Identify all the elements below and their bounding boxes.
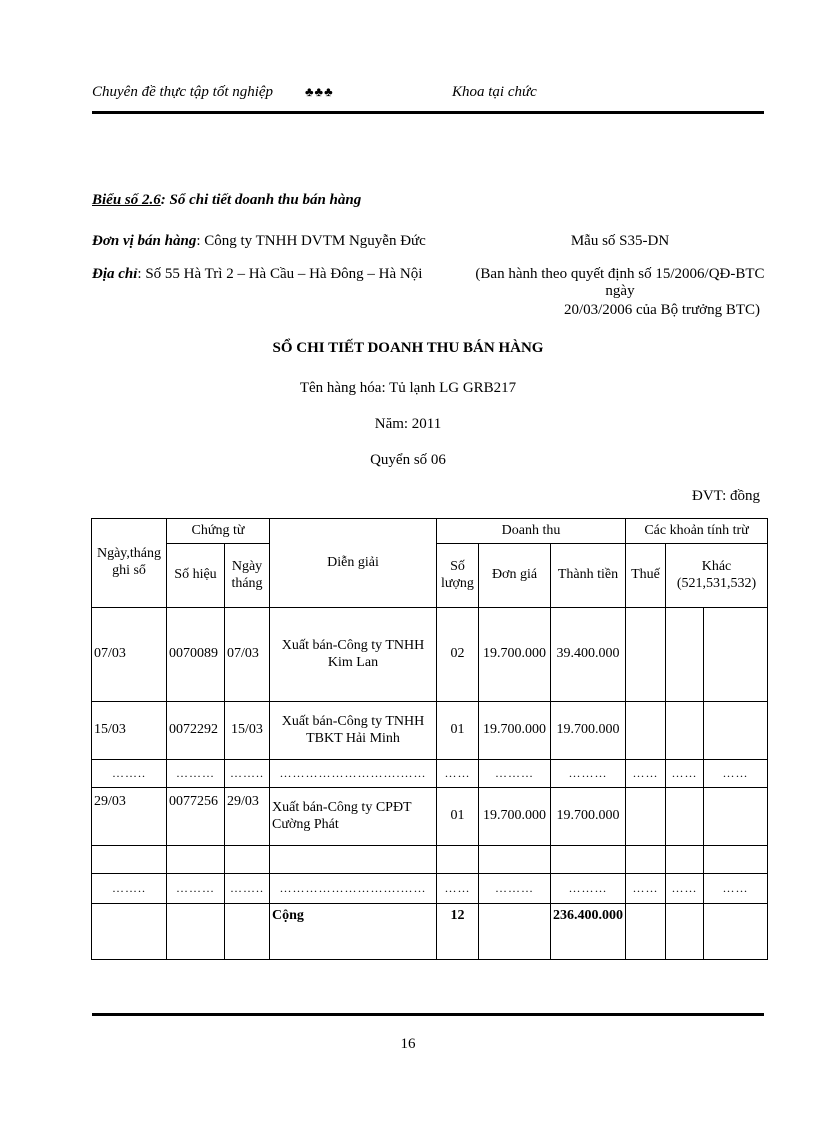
row-qty: 01 [437,788,479,846]
dots-date: …….. [92,760,167,788]
col-other-label: Khác [701,558,732,574]
row-qty: 01 [437,702,479,760]
row-tax [626,702,666,760]
year-line: Năm: 2011 [374,416,442,432]
dots-row [92,874,768,904]
row-voucher-no: 0077256 [167,788,225,846]
dots-date: …….. [92,874,167,904]
header-row-1 [92,519,768,544]
row-voucher-date: 29/03 [225,788,270,846]
total-row [92,904,768,960]
col-description-header: Diễn giải [270,519,437,608]
col-deductions-header: Các khoản tính trừ [626,519,768,544]
col-qty-header: Số lượng [437,544,479,608]
col-price-header: Đơn giá [479,544,551,608]
row-qty: 02 [437,608,479,702]
product-name: Tên hàng hóa: Tủ lạnh LG GRB217 [299,380,517,396]
row-description: Xuất bán-Công ty TNHH Kim Lan [270,608,437,702]
dots-other-2: …… [704,760,768,788]
header-left-text: Chuyên đề thực tập tốt nghiệp [92,84,274,100]
address-row [92,266,422,283]
col-voucher-header: Chứng từ [167,519,270,544]
dots-other-2: …… [704,874,768,904]
row-amount: 39.400.000 [551,608,626,702]
address-value: : Số 55 Hà Trì 2 – Hà Cầu – Hà Đông – Hà Nội [137,266,423,282]
row-price: 19.700.000 [479,702,551,760]
row-other-1 [666,608,704,702]
col-voucher-no-header: Số hiệu [167,544,225,608]
row-other-1 [666,788,704,846]
form-title-text: : Sổ chi tiết doanh thu bán hàng [160,192,362,208]
col-date-header: Ngày,tháng ghi sổ [92,519,167,608]
row-amount: 19.700.000 [551,788,626,846]
dots-voucher-date: …….. [225,874,270,904]
document-title: SỔ CHI TIẾT DOANH THU BÁN HÀNG [272,340,544,356]
page-header [92,84,764,104]
dots-price: ……… [479,760,551,788]
dots-amount: ……… [551,760,626,788]
col-tax-header: Thuế [626,544,666,608]
col-amount-header: Thành tiền [551,544,626,608]
row-date: 15/03 [92,702,167,760]
dots-qty: …… [437,760,479,788]
address-label: Địa chỉ [92,266,138,282]
row-tax [626,788,666,846]
form-title [92,192,361,209]
table-row [92,608,768,702]
dots-price: ……… [479,874,551,904]
row-price: 19.700.000 [479,788,551,846]
empty-row [92,846,768,874]
dots-qty: …… [437,874,479,904]
row-date: 29/03 [92,788,167,846]
col-other-accounts: (521,531,532) [676,575,757,591]
row-other-2 [704,788,768,846]
header-right-text: Khoa tại chức [452,84,537,100]
row-other-1 [666,702,704,760]
template-decision-line1: (Ban hành theo quyết định số 15/2006/QĐ-BTC ngày [475,266,765,299]
seller-label: Đơn vị bán hàng [92,233,197,249]
seller-value: : Công ty TNHH DVTM Nguyễn Đức [196,233,426,249]
book-number: Quyển số 06 [370,452,446,468]
table-row [92,788,768,846]
template-decision-line2: 20/03/2006 của Bộ trưởng BTC) [563,302,760,318]
dots-description: ……………………….…… [270,760,437,788]
ornament-icon: ♣♣♣ [305,84,334,99]
total-amount: 236.400.000 [551,904,626,960]
dots-voucher-no: ……… [167,760,225,788]
dots-voucher-no: ……… [167,874,225,904]
page-number: 16 [400,1036,416,1052]
row-voucher-no: 0072292 [167,702,225,760]
dots-tax: …… [626,874,666,904]
revenue-ledger-table [91,518,768,960]
dots-amount: ……… [551,874,626,904]
row-voucher-date: 07/03 [225,608,270,702]
col-other-header [666,544,768,608]
dots-tax: …… [626,760,666,788]
dots-row [92,760,768,788]
row-description: Xuất bán-Công ty CPĐT Cường Phát [270,788,437,846]
dots-other-1: …… [666,760,704,788]
row-other-2 [704,608,768,702]
dots-other-1: …… [666,874,704,904]
total-qty: 12 [437,904,479,960]
dots-voucher-date: …….. [225,760,270,788]
template-code: Mẫu số S35-DN [570,233,670,249]
row-amount: 19.700.000 [551,702,626,760]
row-description: Xuất bán-Công ty TNHH TBKT Hải Minh [270,702,437,760]
table-row [92,702,768,760]
currency-unit: ĐVT: đồng [692,488,760,504]
row-tax [626,608,666,702]
dots-description: ……………………….…… [270,874,437,904]
form-label: Biểu số 2.6 [92,192,161,208]
row-voucher-no: 0070089 [167,608,225,702]
seller-row [92,233,426,250]
row-other-2 [704,702,768,760]
row-date: 07/03 [92,608,167,702]
row-price: 19.700.000 [479,608,551,702]
col-voucher-date-header: Ngày tháng [225,544,270,608]
total-label: Cộng [270,904,437,960]
footer-divider [92,1013,764,1016]
header-divider [92,111,764,114]
row-voucher-date: 15/03 [225,702,270,760]
col-revenue-header: Doanh thu [437,519,626,544]
